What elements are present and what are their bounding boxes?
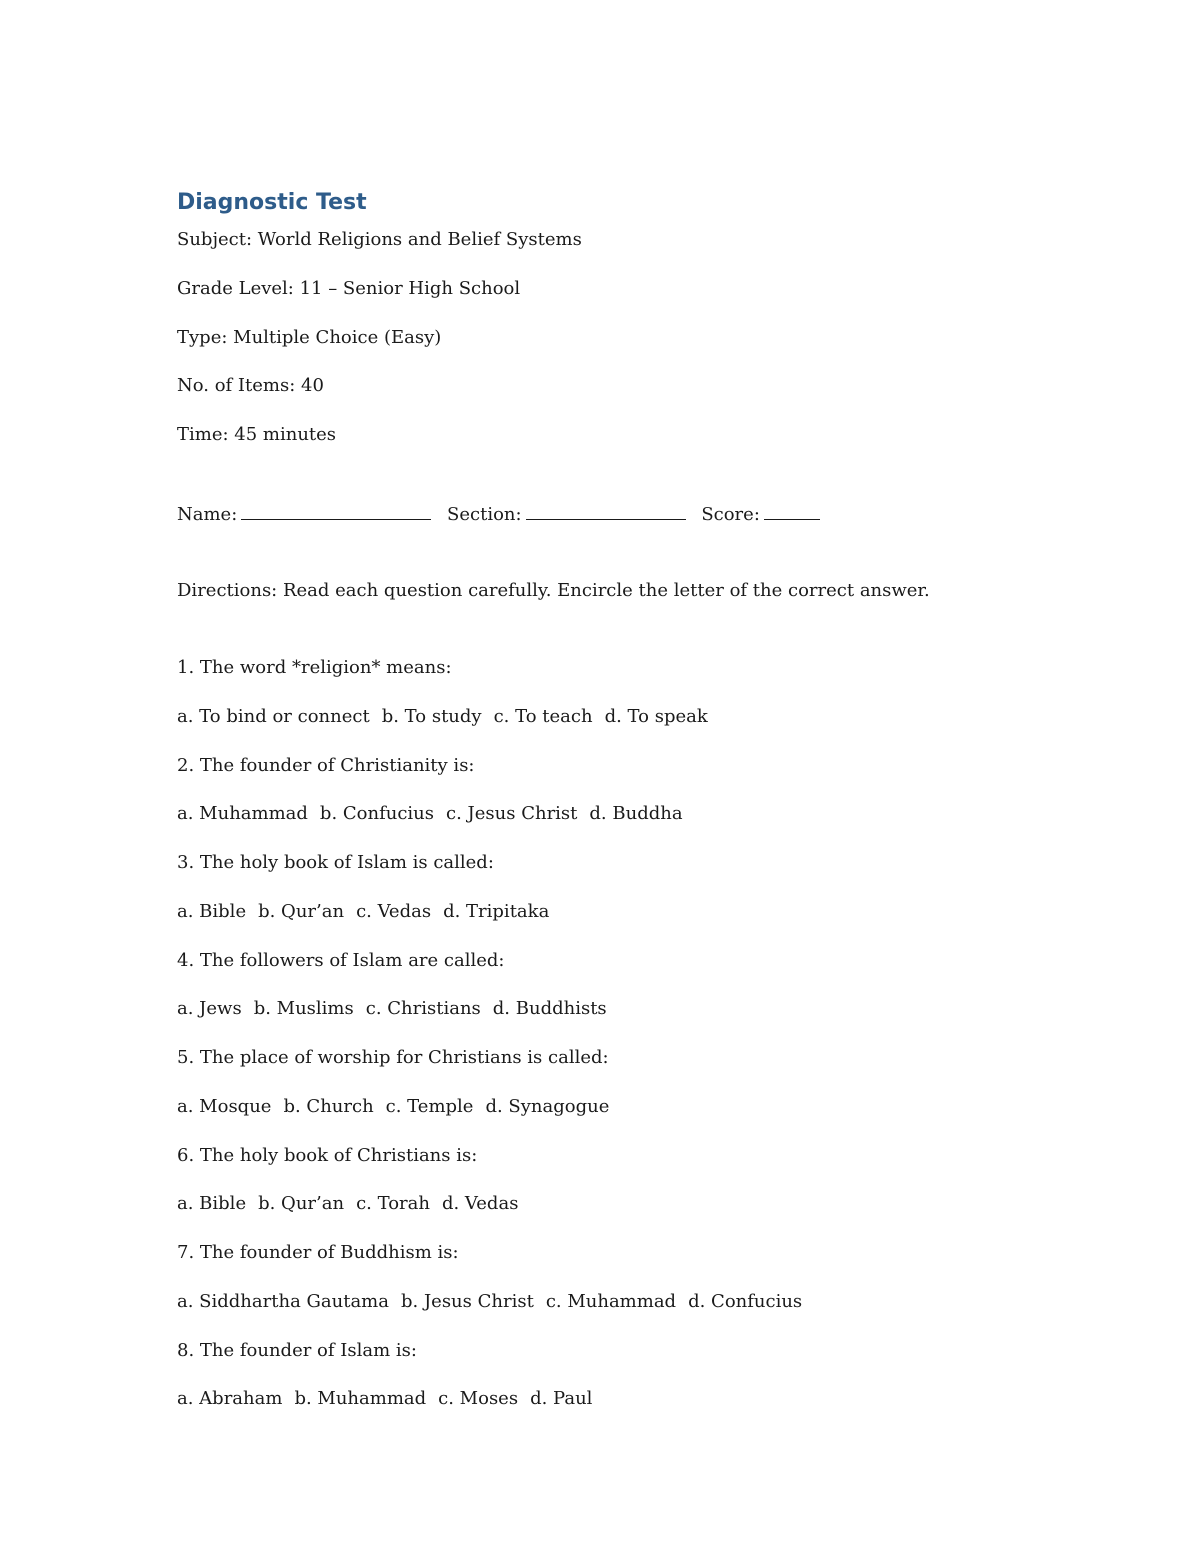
time-line: Time: 45 minutes [177, 424, 337, 445]
option-8-c[interactable]: c. Moses [438, 1388, 519, 1410]
grade-level-line: Grade Level: 11 – Senior High School [177, 278, 521, 299]
page-title: Diagnostic Test [177, 190, 367, 215]
score-label: Score: [701, 504, 760, 525]
option-7-b[interactable]: b. Jesus Christ [400, 1290, 534, 1312]
option-2-d[interactable]: d. Buddha [589, 803, 683, 825]
section-blank[interactable] [526, 501, 686, 520]
options-row-4 [177, 997, 619, 1021]
option-6-a[interactable]: a. Bible [177, 1193, 247, 1215]
name-label: Name: [177, 504, 238, 525]
option-6-b[interactable]: b. Qur’an [258, 1193, 345, 1215]
option-3-c[interactable]: c. Vedas [356, 900, 432, 922]
question-4: 4. The followers of Islam are called: [177, 949, 505, 971]
option-6-c[interactable]: c. Torah [356, 1193, 430, 1215]
option-1-b[interactable]: b. To study [381, 705, 482, 727]
options-row-1 [177, 705, 720, 729]
subject-line: Subject: World Religions and Belief Systems [177, 229, 582, 250]
option-4-a[interactable]: a. Jews [177, 998, 242, 1020]
option-5-a[interactable]: a. Mosque [177, 1095, 272, 1117]
options-row-3 [177, 900, 561, 924]
question-6: 6. The holy book of Christians is: [177, 1144, 478, 1166]
option-4-c[interactable]: c. Christians [365, 998, 481, 1020]
option-4-b[interactable]: b. Muslims [253, 998, 354, 1020]
option-3-d[interactable]: d. Tripitaka [443, 900, 550, 922]
question-3: 3. The holy book of Islam is called: [177, 852, 494, 873]
option-4-d[interactable]: d. Buddhists [492, 998, 607, 1020]
option-3-a[interactable]: a. Bible [177, 900, 247, 922]
question-1: 1. The word *religion* means: [177, 657, 452, 678]
option-6-d[interactable]: d. Vedas [441, 1193, 519, 1215]
option-7-c[interactable]: c. Muhammad [545, 1290, 677, 1312]
option-2-c[interactable]: c. Jesus Christ [446, 803, 578, 825]
question-5: 5. The place of worship for Christians is called: [177, 1047, 609, 1068]
question-2: 2. The founder of Christianity is: [177, 754, 475, 776]
options-row-7 [177, 1290, 814, 1314]
options-row-6 [177, 1192, 530, 1216]
option-8-a[interactable]: a. Abraham [177, 1388, 283, 1410]
option-8-d[interactable]: d. Paul [530, 1388, 593, 1410]
option-5-c[interactable]: c. Temple [385, 1095, 474, 1117]
type-line: Type: Multiple Choice (Easy) [177, 327, 442, 348]
option-8-b[interactable]: b. Muhammad [294, 1388, 427, 1410]
option-5-b[interactable]: b. Church [283, 1095, 374, 1117]
options-row-8 [177, 1387, 604, 1411]
option-1-c[interactable]: c. To teach [493, 705, 593, 727]
option-2-a[interactable]: a. Muhammad [177, 803, 308, 825]
question-7: 7. The founder of Buddhism is: [177, 1242, 459, 1263]
question-8: 8. The founder of Islam is: [177, 1339, 417, 1361]
directions: Directions: Read each question carefully. Encircle the letter of the correct answer. [177, 580, 930, 601]
option-1-a[interactable]: a. To bind or connect [177, 705, 370, 727]
section-label: Section: [447, 504, 522, 525]
items-line: No. of Items: 40 [177, 375, 324, 396]
option-1-d[interactable]: d. To speak [604, 705, 708, 727]
student-fields-row [177, 501, 820, 527]
option-3-b[interactable]: b. Qur’an [258, 900, 345, 922]
options-row-2 [177, 802, 695, 826]
option-7-a[interactable]: a. Siddhartha Gautama [177, 1290, 389, 1312]
option-2-b[interactable]: b. Confucius [319, 803, 435, 825]
option-5-d[interactable]: d. Synagogue [485, 1095, 610, 1117]
score-blank[interactable] [764, 501, 820, 520]
option-7-d[interactable]: d. Confucius [688, 1290, 803, 1312]
options-row-5 [177, 1095, 621, 1119]
name-blank[interactable] [241, 501, 431, 520]
